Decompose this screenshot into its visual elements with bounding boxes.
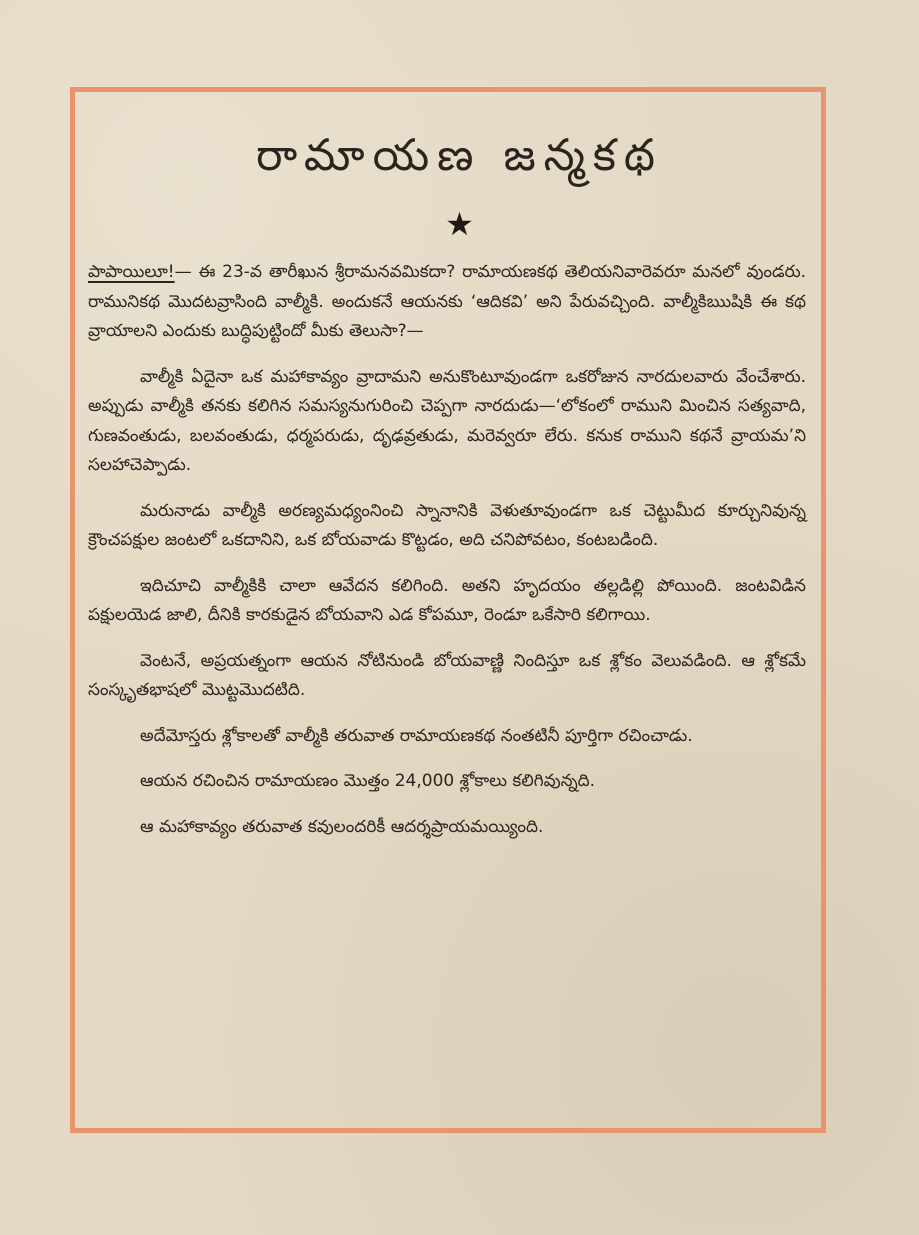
paragraph-8: ఆ మహాకావ్యం తరువాత కవులందరికీ ఆదర్శప్రాయమయ్యింది. bbox=[140, 816, 544, 837]
article-body bbox=[88, 258, 806, 858]
paragraph-6: అదేమోస్తరు శ్లోకాలతో వాల్మీకి తరువాత రామాయణకథ నంతటినీ పూర్తిగా రచించాడు. bbox=[140, 725, 693, 746]
paragraph-2: వాల్మీకి ఏదైనా ఒక మహాకావ్యం వ్రాదామని అనుకొంటూవుండగా ఒకరోజున నారదులవారు వేంచేశారు. అప్పుడు వాల్మీకి తనకు కలిగిన సమస్యనుగురించి చెప్పగా నారదుడు—‘లోకంలో రాముని మించిన సత్యవాది, గుణవంతుడు, బలవంతుడు, ధర్మపరుడు, దృఢవ్రతుడు, మరెవ్వరూ లేరు. కనుక రాముని కథనే వ్రాయమ’ని సలహాచెప్పాడు. bbox=[88, 366, 806, 475]
paragraph-1-text: — ఈ 23-వ తారీఖున శ్రీరామనవమికదా? రామాయణకథ తెలియనివారెవరూ మనలో వుండరు. రామునికథ మొదటవ్రాసింది వాల్మీకి. అందుకనే ఆయనకు ‘ఆదికవి’ అని పేరువచ్చింది. వాల్మీకిఋషికి ఈ కథ వ్రాయాలని ఎందుకు బుద్ధిపుట్టిందో మీకు తెలుసా?— bbox=[88, 262, 806, 341]
page-title: రామాయణ జన్మకథ bbox=[256, 130, 663, 181]
paragraph-7: ఆయన రచించిన రామాయణం మొత్తం 24,000 శ్లోకాలు కలిగివున్నది. bbox=[140, 771, 596, 791]
paragraph-3: మరునాడు వాల్మీకి అరణ్యమధ్యంనించి స్నానానికి వెళుతూవుండగా ఒక చెట్టుమీద కూర్చునివున్న క్రౌంచపక్షుల జంటలో ఒకదానిని, ఒక బోయవాడు కొట్టడం, అది చనిపోవటం, కంటబడింది. bbox=[88, 500, 806, 550]
paragraph-1 bbox=[88, 258, 806, 347]
paragraph-5: వెంటనే, అప్రయత్నంగా ఆయన నోటినుండి బోయవాణ్ణి నిందిస్తూ ఒక శ్లోకం వెలువడింది. ఆ శ్లోకమే సంస్కృతభాషలో మొట్టమొదటిది. bbox=[88, 650, 806, 700]
paragraph-1-lead: పాపాయిలూ! bbox=[88, 262, 175, 282]
paragraph-4: ఇదిచూచి వాల్మీకికి చాలా ఆవేదన కలిగింది. అతని హృదయం తల్లడిల్లి పోయింది. జంటవిడిన పక్షులయెడ జాలి, దీనికి కారకుడైన బోయవాని ఎడ కోపమూ, రెండూ ఒకేసారి కలిగాయి. bbox=[88, 575, 806, 625]
star-ornament: ★ bbox=[445, 205, 474, 243]
